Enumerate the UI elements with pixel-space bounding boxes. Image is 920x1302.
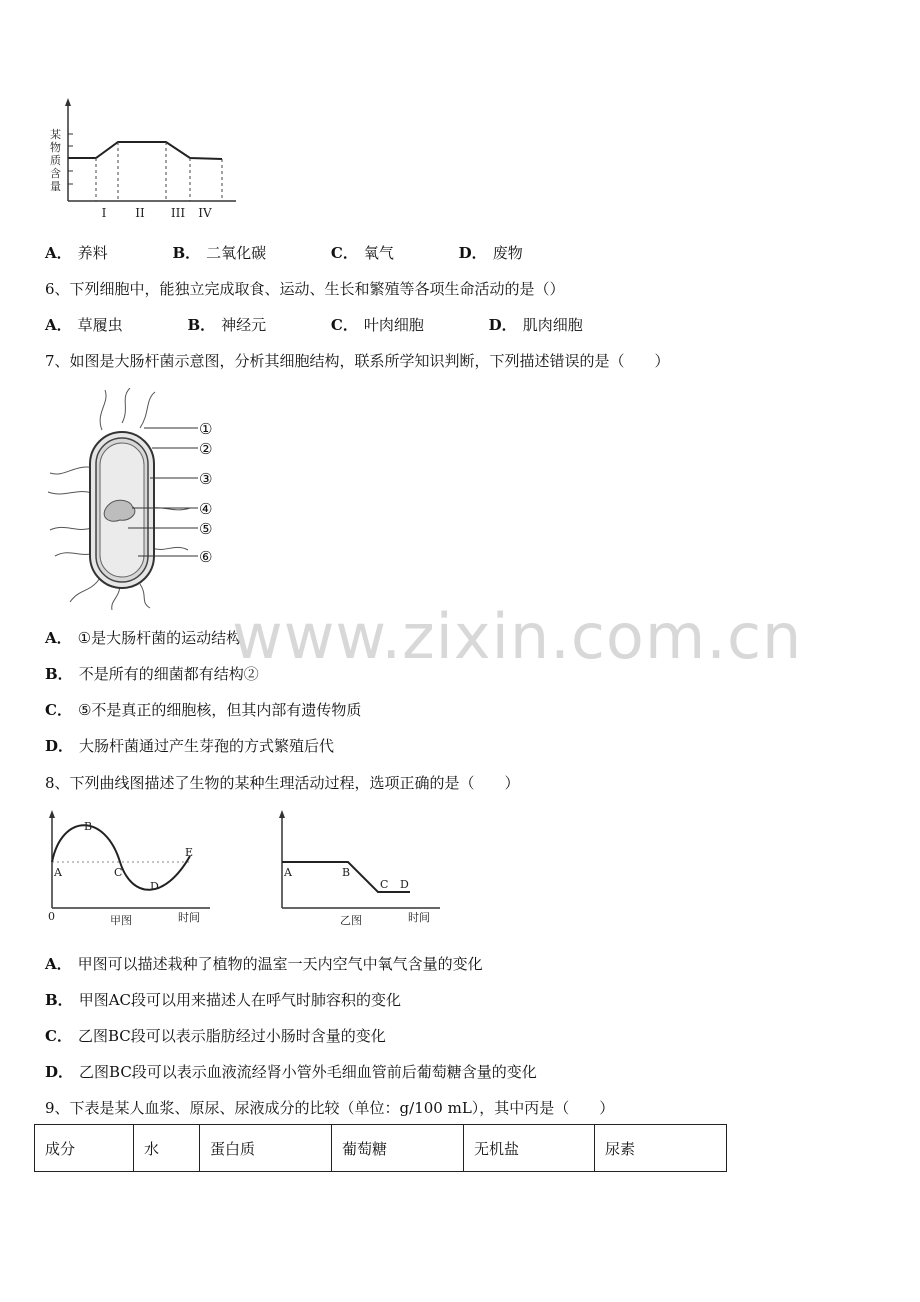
table-header-row xyxy=(35,1125,727,1172)
q7-option-d: D． 大肠杆菌通过产生芽孢的方式繁殖后代 xyxy=(45,737,335,755)
stage-label: I xyxy=(101,206,107,220)
table-cell: 尿素 xyxy=(595,1125,727,1172)
point-label: B xyxy=(342,866,351,879)
q9-stem: 9、下表是某人血浆、原尿、尿液成分的比较（单位：g/100 mL），其中丙是（ ） xyxy=(45,1099,615,1117)
point-label: B xyxy=(84,820,93,833)
origin-label: 0 xyxy=(48,910,55,923)
point-label: A xyxy=(54,866,62,879)
watermark: www.zixin.com.cn xyxy=(232,600,803,673)
figure-yi xyxy=(270,808,450,928)
option-b: B． 二氧化碳 xyxy=(172,244,267,262)
point-label: A xyxy=(284,866,292,879)
part-label-3: ③ xyxy=(199,470,213,488)
q7-option-b: B． 不是所有的细菌都有结构② xyxy=(45,665,259,683)
x-axis-label: 时间 xyxy=(178,911,200,924)
part-label-6: ⑥ xyxy=(199,548,213,566)
table-cell: 无机盐 xyxy=(464,1125,595,1172)
caption: 乙图 xyxy=(340,914,362,927)
q6-options xyxy=(45,314,643,335)
q8-option-b: B． 甲图AC段可以用来描述人在呼气时肺容积的变化 xyxy=(45,991,401,1009)
option-a: A． 草履虫 xyxy=(45,316,123,334)
option-d: D． 肌肉细胞 xyxy=(488,316,583,334)
stage-label: II xyxy=(135,206,145,220)
point-label: C xyxy=(114,866,123,879)
q6-stem: 6、下列细胞中，能独立完成取食、运动、生长和繁殖等各项生命活动的是（） xyxy=(45,280,565,298)
part-label-5: ⑤ xyxy=(199,520,213,538)
point-label: C xyxy=(380,878,389,891)
ylabel-char: 物 xyxy=(50,141,61,154)
table-cell: 蛋白质 xyxy=(200,1125,332,1172)
point-label: D xyxy=(400,878,409,891)
stage-label: III xyxy=(170,206,186,220)
table-cell: 水 xyxy=(134,1125,200,1172)
q7-option-c: C． ⑤不是真正的细胞核，但其内部有遗传物质 xyxy=(45,701,362,719)
figure-jia xyxy=(40,808,220,928)
caption: 甲图 xyxy=(110,914,132,927)
q8-stem: 8、下列曲线图描述了生物的某种生理活动过程，选项正确的是（ ） xyxy=(45,774,520,792)
q7-stem: 7、如图是大肠杆菌示意图，分析其细胞结构，联系所学知识判断，下列描述错误的是（ ） xyxy=(45,352,670,370)
point-label: E xyxy=(185,846,194,859)
part-label-1: ① xyxy=(199,420,213,438)
stage-label: IV xyxy=(198,206,212,220)
ecoli-diagram xyxy=(40,388,230,610)
ylabel-char: 质 xyxy=(50,154,61,167)
q5-options xyxy=(45,242,583,263)
table-cell: 葡萄糖 xyxy=(332,1125,464,1172)
option-c: C． 叶肉细胞 xyxy=(330,316,424,334)
q8-option-c: C． 乙图BC段可以表示脂肪经过小肠时含量的变化 xyxy=(45,1027,386,1045)
q8-option-d: D． 乙图BC段可以表示血液流经肾小管外毛细血管前后葡萄糖含量的变化 xyxy=(45,1063,537,1081)
table-cell: 成分 xyxy=(35,1125,134,1172)
ylabel-char: 量 xyxy=(50,180,61,193)
ylabel-char: 含 xyxy=(50,167,61,180)
substance-content-figure xyxy=(40,96,250,222)
composition-table xyxy=(34,1124,727,1172)
point-label: D xyxy=(150,880,159,893)
ylabel-char: 某 xyxy=(50,128,61,141)
q8-option-a: A． 甲图可以描述栽种了植物的温室一天内空气中氧气含量的变化 xyxy=(45,955,483,973)
q7-option-a: A． ①是大肠杆菌的运动结构 xyxy=(45,629,242,647)
option-c: C． 氧气 xyxy=(330,244,394,262)
option-b: B． 神经元 xyxy=(187,316,267,334)
part-label-4: ④ xyxy=(199,500,213,518)
part-label-2: ② xyxy=(199,440,213,458)
x-axis-label: 时间 xyxy=(408,911,430,924)
option-d: D． 废物 xyxy=(458,244,523,262)
option-a: A． 养料 xyxy=(45,244,108,262)
